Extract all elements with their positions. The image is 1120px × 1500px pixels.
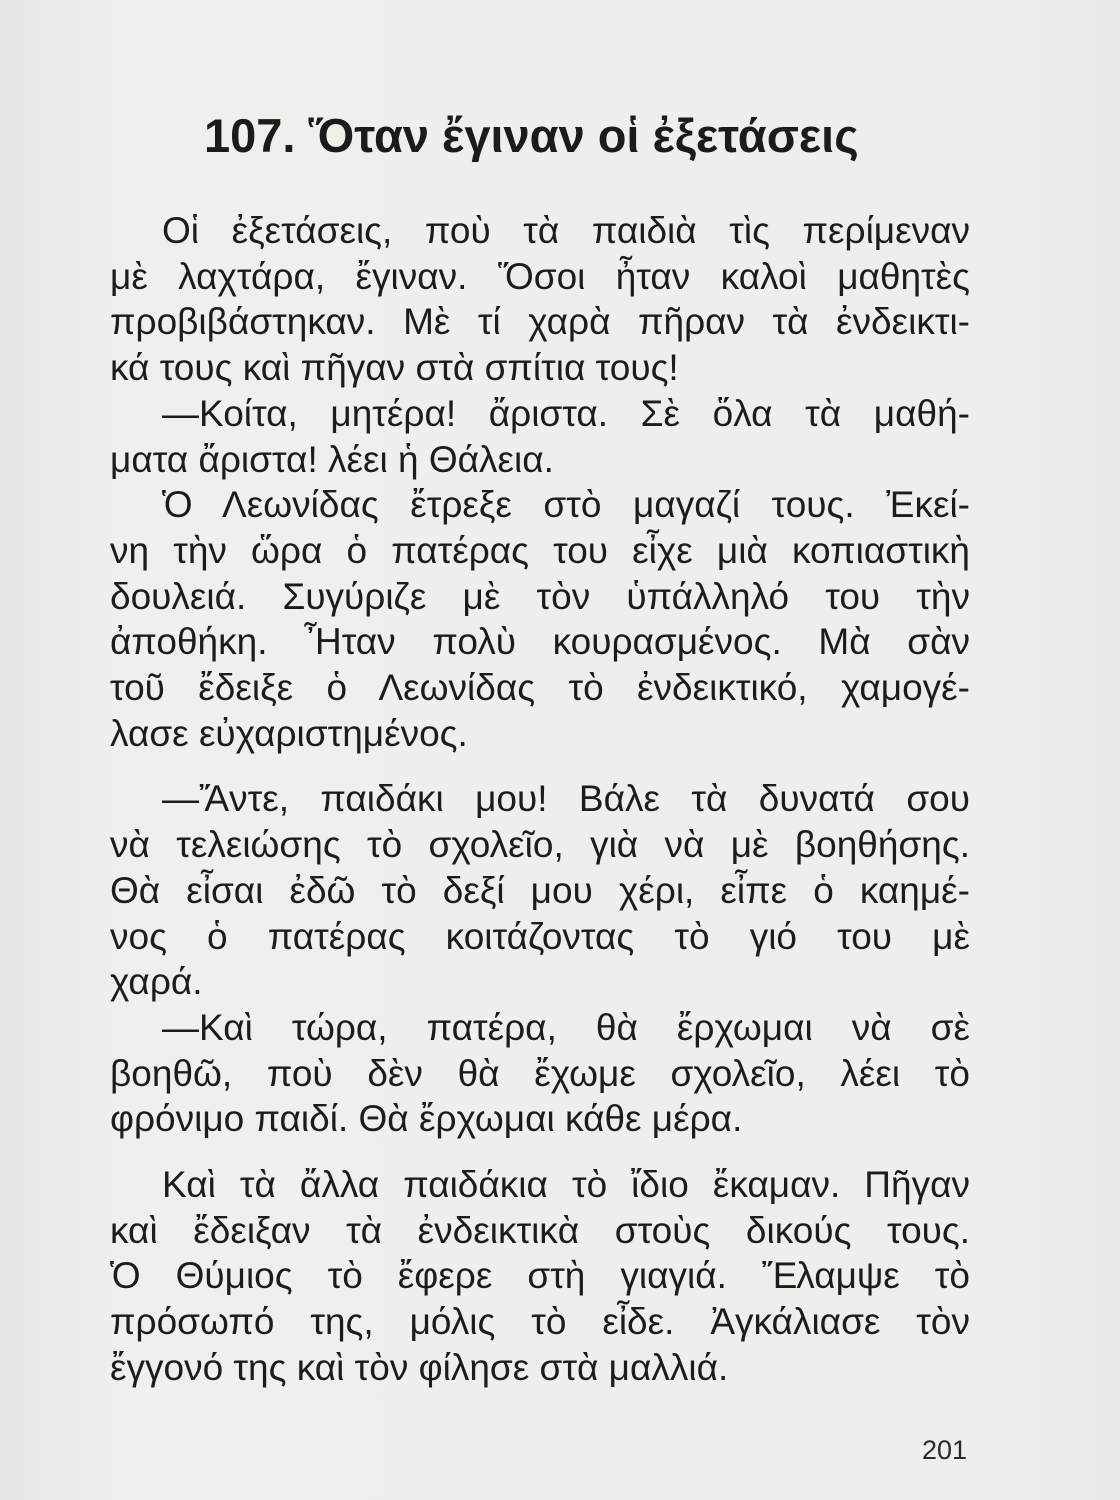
chapter-title: 107. Ὅταν ἔγιναν οἱ ἐξετάσεις bbox=[204, 109, 859, 162]
text-line: λασε εὐχαριστημένος. bbox=[110, 712, 468, 754]
paragraph bbox=[110, 1005, 970, 1142]
text-line: ἔγγονό της καὶ τὸν φίλησε στὰ μαλλιά. bbox=[110, 1346, 729, 1388]
text-line: νη τὴν ὥρα ὁ πατέρας του εἶχε μιὰ κοπιαστικὴ bbox=[110, 529, 970, 571]
text-line: —Καὶ τώρα, πατέρα, θὰ ἔρχωμαι νὰ σὲ bbox=[162, 1006, 970, 1048]
text-line: φρόνιμο παιδί. Θὰ ἔρχωμαι κάθε μέρα. bbox=[110, 1098, 743, 1140]
text-line: βοηθῶ, ποὺ δὲν θὰ ἔχωμε σχολεῖο, λέει τὸ bbox=[110, 1052, 970, 1094]
text-line: τοῦ ἔδειξε ὁ Λεωνίδας τὸ ἐνδεικτικό, χαμογέ- bbox=[110, 667, 970, 709]
paragraph bbox=[110, 482, 970, 756]
text-line: κά τους καὶ πῆγαν στὰ σπίτια τους! bbox=[110, 347, 679, 389]
text-line: Οἱ ἐξετάσεις, ποὺ τὰ παιδιὰ τὶς περίμεναν bbox=[162, 210, 970, 251]
text-line: δουλειά. Συγύριζε μὲ τὸν ὑπάλληλό του τὴν bbox=[110, 575, 970, 617]
text-line: χαρά. bbox=[110, 961, 203, 1003]
text-line: ἀποθήκη. Ἦταν πολὺ κουρασμένος. Μὰ σὰν bbox=[110, 621, 970, 663]
text-line: πρόσωπό της, μόλις τὸ εἶδε. Ἀγκάλιασε τὸν bbox=[110, 1301, 970, 1343]
text-line: νὰ τελειώσης τὸ σχολεῖο, γιὰ νὰ μὲ βοηθήσης. bbox=[110, 824, 970, 866]
paragraph bbox=[110, 1162, 970, 1391]
text-line: μὲ λαχτάρα, ἔγιναν. Ὅσοι ἦταν καλοὶ μαθητὲς bbox=[110, 255, 970, 297]
page-number: 201 bbox=[922, 1435, 968, 1465]
paragraph bbox=[110, 391, 970, 482]
text-line: νος ὁ πατέρας κοιτάζοντας τὸ γιό του μὲ bbox=[110, 915, 970, 957]
paragraph bbox=[110, 208, 970, 391]
text-line: καὶ ἔδειξαν τὰ ἐνδεικτικὰ στοὺς δικούς τους. bbox=[110, 1209, 970, 1251]
text-line: —Ἄντε, παιδάκι μου! Βάλε τὰ δυνατά σου bbox=[162, 778, 970, 820]
paragraph bbox=[110, 776, 970, 1005]
text-line: προβιβάστηκαν. Μὲ τί χαρὰ πῆραν τὰ ἐνδεικτι- bbox=[110, 301, 970, 343]
text-line: ματα ἄριστα! λέει ἡ Θάλεια. bbox=[110, 438, 554, 480]
text-line: Ὁ Θύμιος τὸ ἔφερε στὴ γιαγιά. Ἔλαμψε τὸ bbox=[110, 1255, 970, 1297]
text-line: —Κοίτα, μητέρα! ἄριστα. Σὲ ὅλα τὰ μαθή- bbox=[162, 392, 970, 434]
text-line: Καὶ τὰ ἄλλα παιδάκια τὸ ἴδιο ἔκαμαν. Πῆγαν bbox=[162, 1164, 970, 1206]
text-line: Θὰ εἶσαι ἐδῶ τὸ δεξί μου χέρι, εἶπε ὁ καημέ- bbox=[110, 869, 970, 911]
text-line: Ὁ Λεωνίδας ἔτρεξε στὸ μαγαζί τους. Ἐκεί- bbox=[162, 484, 970, 526]
chapter-body bbox=[110, 208, 970, 1391]
